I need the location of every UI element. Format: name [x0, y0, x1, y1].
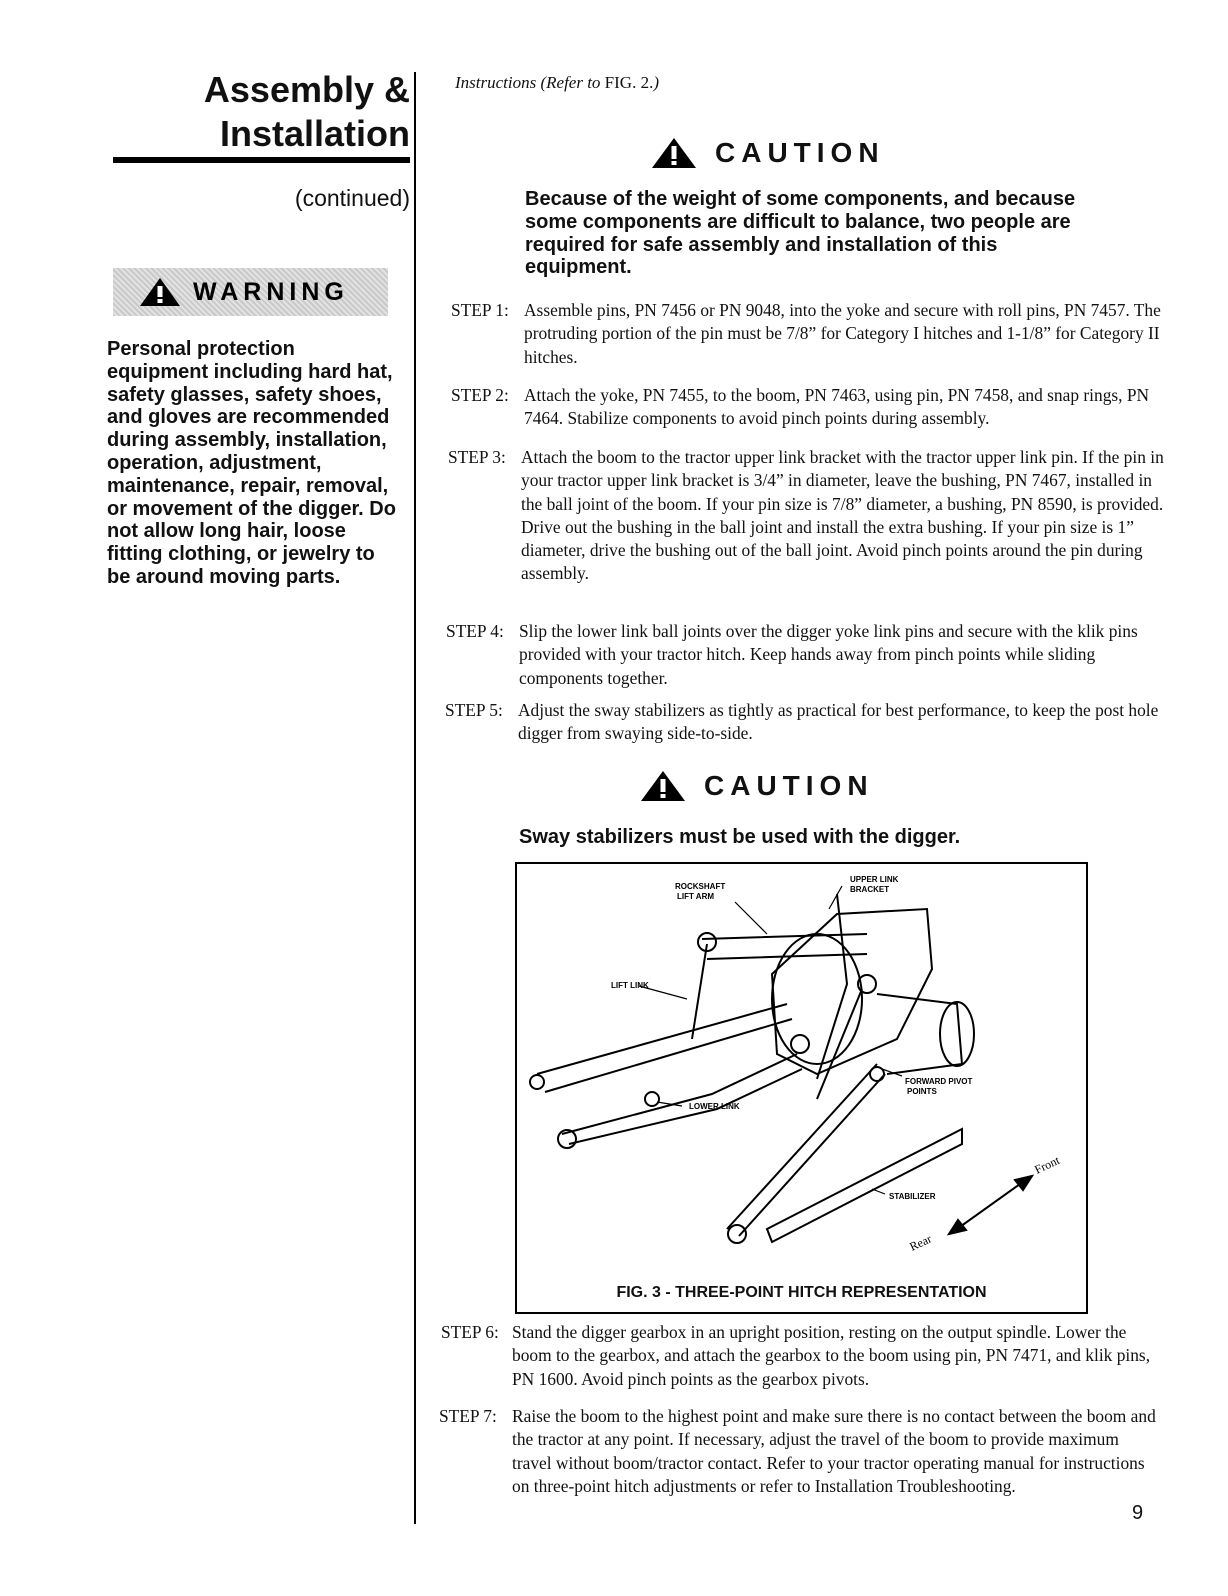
lower-link-left [537, 1004, 792, 1092]
joint [791, 1035, 809, 1053]
step-2 [451, 384, 1191, 431]
instructions-italic-1: Instructions (Refer to [455, 73, 601, 92]
lower-link-right [727, 1064, 885, 1236]
lower-link-front [562, 1054, 802, 1144]
forward-pivot-label-2: POINTS [907, 1087, 937, 1096]
stabilizer-bar [767, 1129, 962, 1242]
step-5 [445, 699, 1185, 746]
upper-link-label-2: BRACKET [850, 885, 890, 894]
rockshaft-label-1: ROCKSHAFT [675, 882, 726, 891]
figure-three-point-hitch [515, 862, 1088, 1314]
section-title [110, 68, 410, 156]
rear-label: Rear [907, 1231, 934, 1254]
front-rear-arrow [949, 1176, 1032, 1234]
step-label: STEP 7: [439, 1406, 497, 1426]
warning-label: WARNING [193, 278, 349, 306]
page-number: 9 [1132, 1502, 1144, 1524]
section-title-line2: Installation [219, 113, 410, 154]
caution-heading-1 [651, 137, 885, 169]
stabilizer-label: STABILIZER [889, 1192, 936, 1201]
step-label: STEP 4: [446, 621, 504, 641]
caution-icon [651, 137, 697, 169]
caution-text-2: Sway stabilizers must be used with the digger. [519, 826, 961, 848]
step-text: Adjust the sway stabilizers as tightly as practical for best performance, to keep the post hole digger from swaying side-to-side. [518, 700, 1159, 744]
continued-label: (continued) [294, 185, 410, 211]
step-text: Assemble pins, PN 7456 or PN 9048, into the yoke and secure with roll pins, PN 7457. The protruding portion of the pin must be 7/8” for Category I hitches and 1-1/8” for Category II hitches. [524, 300, 1161, 367]
lift-link-label: LIFT LINK [611, 981, 649, 990]
caution-icon [640, 770, 686, 802]
step-3 [448, 446, 1188, 586]
rockshaft-label-2: LIFT ARM [677, 892, 715, 901]
hitch-illustration [517, 864, 1086, 1312]
step-text: Stand the digger gearbox in an upright position, resting on the output spindle. Lower the boom to the gearbox, and attach the gearbox to the boom using pin, PN 7471, and klik pins, PN 1600. Avoid pinch points as the gearbox pivots. [512, 1322, 1151, 1389]
caution-text-1: Because of the weight of some components, and because some components are difficult to balance, two people are required for safe assembly and installation of this equipment. [525, 188, 1076, 279]
upper-link-label-1: UPPER LINK [850, 875, 899, 884]
step-label: STEP 1: [451, 300, 509, 320]
instructions-reference [455, 73, 659, 93]
step-4 [446, 620, 1186, 690]
step-label: STEP 3: [448, 447, 506, 467]
warning-text: Personal protection equipment including hard hat, safety glasses, safety shoes, and gloves are recommended during assembly, installation, operation, adjustment, maintenance, repair, removal, or movement of the digger. Do not allow long hair, loose fitting clothing, or jewelry to be around moving parts. [107, 338, 396, 588]
joint [728, 1225, 746, 1243]
lower-link-label: LOWER LINK [689, 1102, 740, 1111]
gearbox-housing [772, 934, 862, 1064]
column-divider [414, 72, 416, 1524]
joint [530, 1075, 544, 1089]
joint [645, 1092, 659, 1106]
title-rule [113, 157, 410, 163]
lift-link-left [692, 944, 707, 1039]
caution-heading-2 [640, 770, 874, 802]
joint [870, 1067, 884, 1081]
front-label: Front [1032, 1153, 1062, 1177]
instructions-fig-ref: FIG. 2. [604, 73, 654, 92]
step-7 [439, 1405, 1179, 1498]
section-title-line1: Assembly & [203, 69, 410, 110]
step-text: Attach the boom to the tractor upper link bracket with the tractor upper link pin. If the pin in your tractor upper link bracket is 3/4” in diameter, leave the bushing, PN 7467, installed in the ball joint of the boom. If your pin size is 7/8” diameter, a bushing, PN 8590, is provided. Drive out the bushing in the ball joint and install the extra bushing. If your pin size is 1” diameter, drive the bushing out of the ball joint. Avoid pinch points around the pin during assembly. [521, 447, 1164, 584]
instructions-italic-2: ) [653, 73, 659, 92]
step-6 [441, 1321, 1181, 1391]
warning-banner [113, 268, 388, 316]
forward-pivot-label-1: FORWARD PIVOT [905, 1077, 973, 1086]
warning-icon [138, 276, 182, 308]
caution-label-2: CAUTION [704, 770, 874, 801]
step-label: STEP 6: [441, 1322, 499, 1342]
caution-label-1: CAUTION [715, 137, 885, 168]
step-text: Raise the boom to the highest point and make sure there is no contact between the boom and the tractor at any point. If necessary, adjust the travel of the boom to provide maximum travel without boom/tractor contact. Refer to your tractor operating manual for instructions on three-point hitch adjustments or refer to Installation Troubleshooting. [512, 1406, 1156, 1496]
figure-caption: FIG. 3 - THREE-POINT HITCH REPRESENTATION [616, 1284, 987, 1301]
step-text: Attach the yoke, PN 7455, to the boom, PN 7463, using pin, PN 7458, and snap rings, PN 7464. Stabilize components to avoid pinch points during assembly. [524, 385, 1150, 429]
step-label: STEP 2: [451, 385, 509, 405]
step-1 [451, 299, 1191, 369]
step-label: STEP 5: [445, 700, 503, 720]
step-text: Slip the lower link ball joints over the digger yoke link pins and secure with the klik pins provided with your tractor hitch. Keep hands away from pinch points while sliding components together. [519, 621, 1138, 688]
